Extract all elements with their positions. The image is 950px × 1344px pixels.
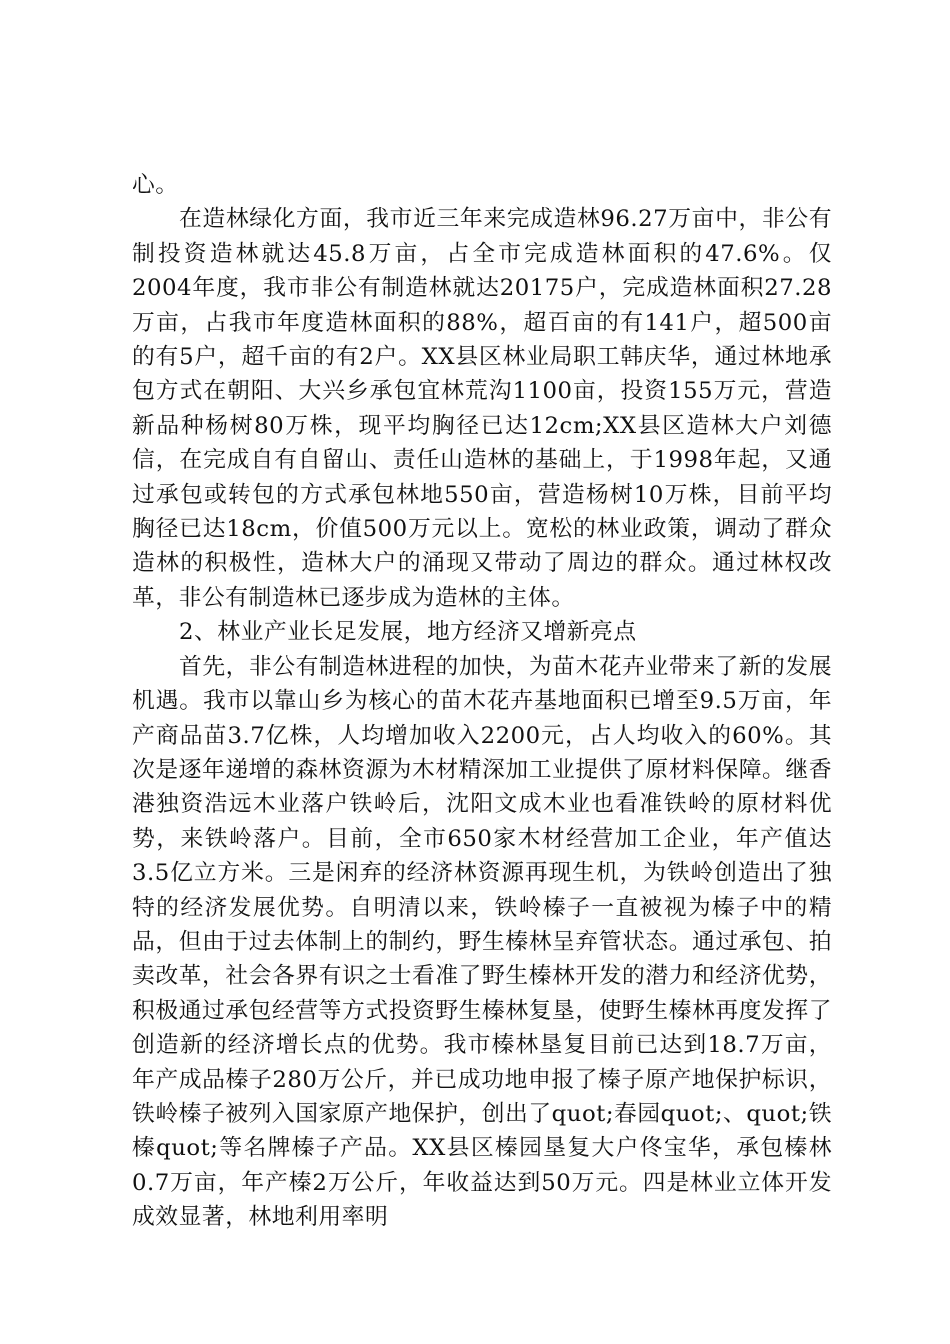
section-heading: 2、林业产业长足发展，地方经济又增新亮点 <box>179 619 637 646</box>
paragraph-afforestation: 在造林绿化方面，我市近三年来完成造林96.27万亩中，非公有制投资造林就达45.8万亩，占全市完成造林面积的47.6%。仅2004年度，我市非公有制造林就达20175户，完成造林面积27.28万亩，占我市年度造林面积的88%，超百亩的有141户，超500亩的有5户，超千亩的有2户。XX县区林业局职工韩庆华，通过林地承包方式在朝阳、大兴乡承包宜林荒沟1100亩，投资155万元，营造新品种杨树80万株，现平均胸径已达12cm;XX县区造林大户刘德信，在完成自有自留山、责任山造林的基础上，于1998年起，又通过承包或转包的方式承包林地550亩，营造杨树10万株，目前平均胸径已达18cm，价值500万元以上。宽松的林业政策，调动了群众造林的积极性，造林大户的涌现又带动了周边的群众。通过林权改革，非公有制造林已逐步成为造林的主体。 <box>132 206 832 611</box>
body-text <box>132 168 832 1235</box>
paragraph-continuation: 心。 <box>132 172 179 198</box>
paragraph-industry: 首先，非公有制造林进程的加快，为苗木花卉业带来了新的发展机遇。我市以靠山乡为核心的苗木花卉基地面积已增至9.5万亩，年产商品苗3.7亿株，人均增加收入2200元，占人均收入的60%。其次是逐年递增的森林资源为木材精深加工业提供了原材料保障。继香港独资浩远木业落户铁岭后，沈阳文成木业也看准铁岭的原材料优势，来铁岭落户。目前，全市650家木材经营加工企业，年产值达3.5亿立方米。三是闲弃的经济林资源再现生机，为铁岭创造出了独特的经济发展优势。自明清以来，铁岭榛子一直被视为榛子中的精品，但由于过去体制上的制约，野生榛林呈弃管状态。通过承包、拍卖改革，社会各界有识之士看准了野生榛林开发的潜力和经济优势，积极通过承包经营等方式投资野生榛林复垦，使野生榛林再度发挥了创造新的经济增长点的优势。我市榛林垦复目前已达到18.7万亩，年产成品榛子280万公斤，并已成功地申报了榛子原产地保护标识，铁岭榛子被列入国家原产地保护，创出了quot;春园quot;、quot;铁榛quot;等名牌榛子产品。XX县区榛园垦复大户佟宝华，承包榛林0.7万亩，年产榛2万公斤，年收益达到50万元。四是林业立体开发成效显著，林地利用率明 <box>132 653 832 1231</box>
